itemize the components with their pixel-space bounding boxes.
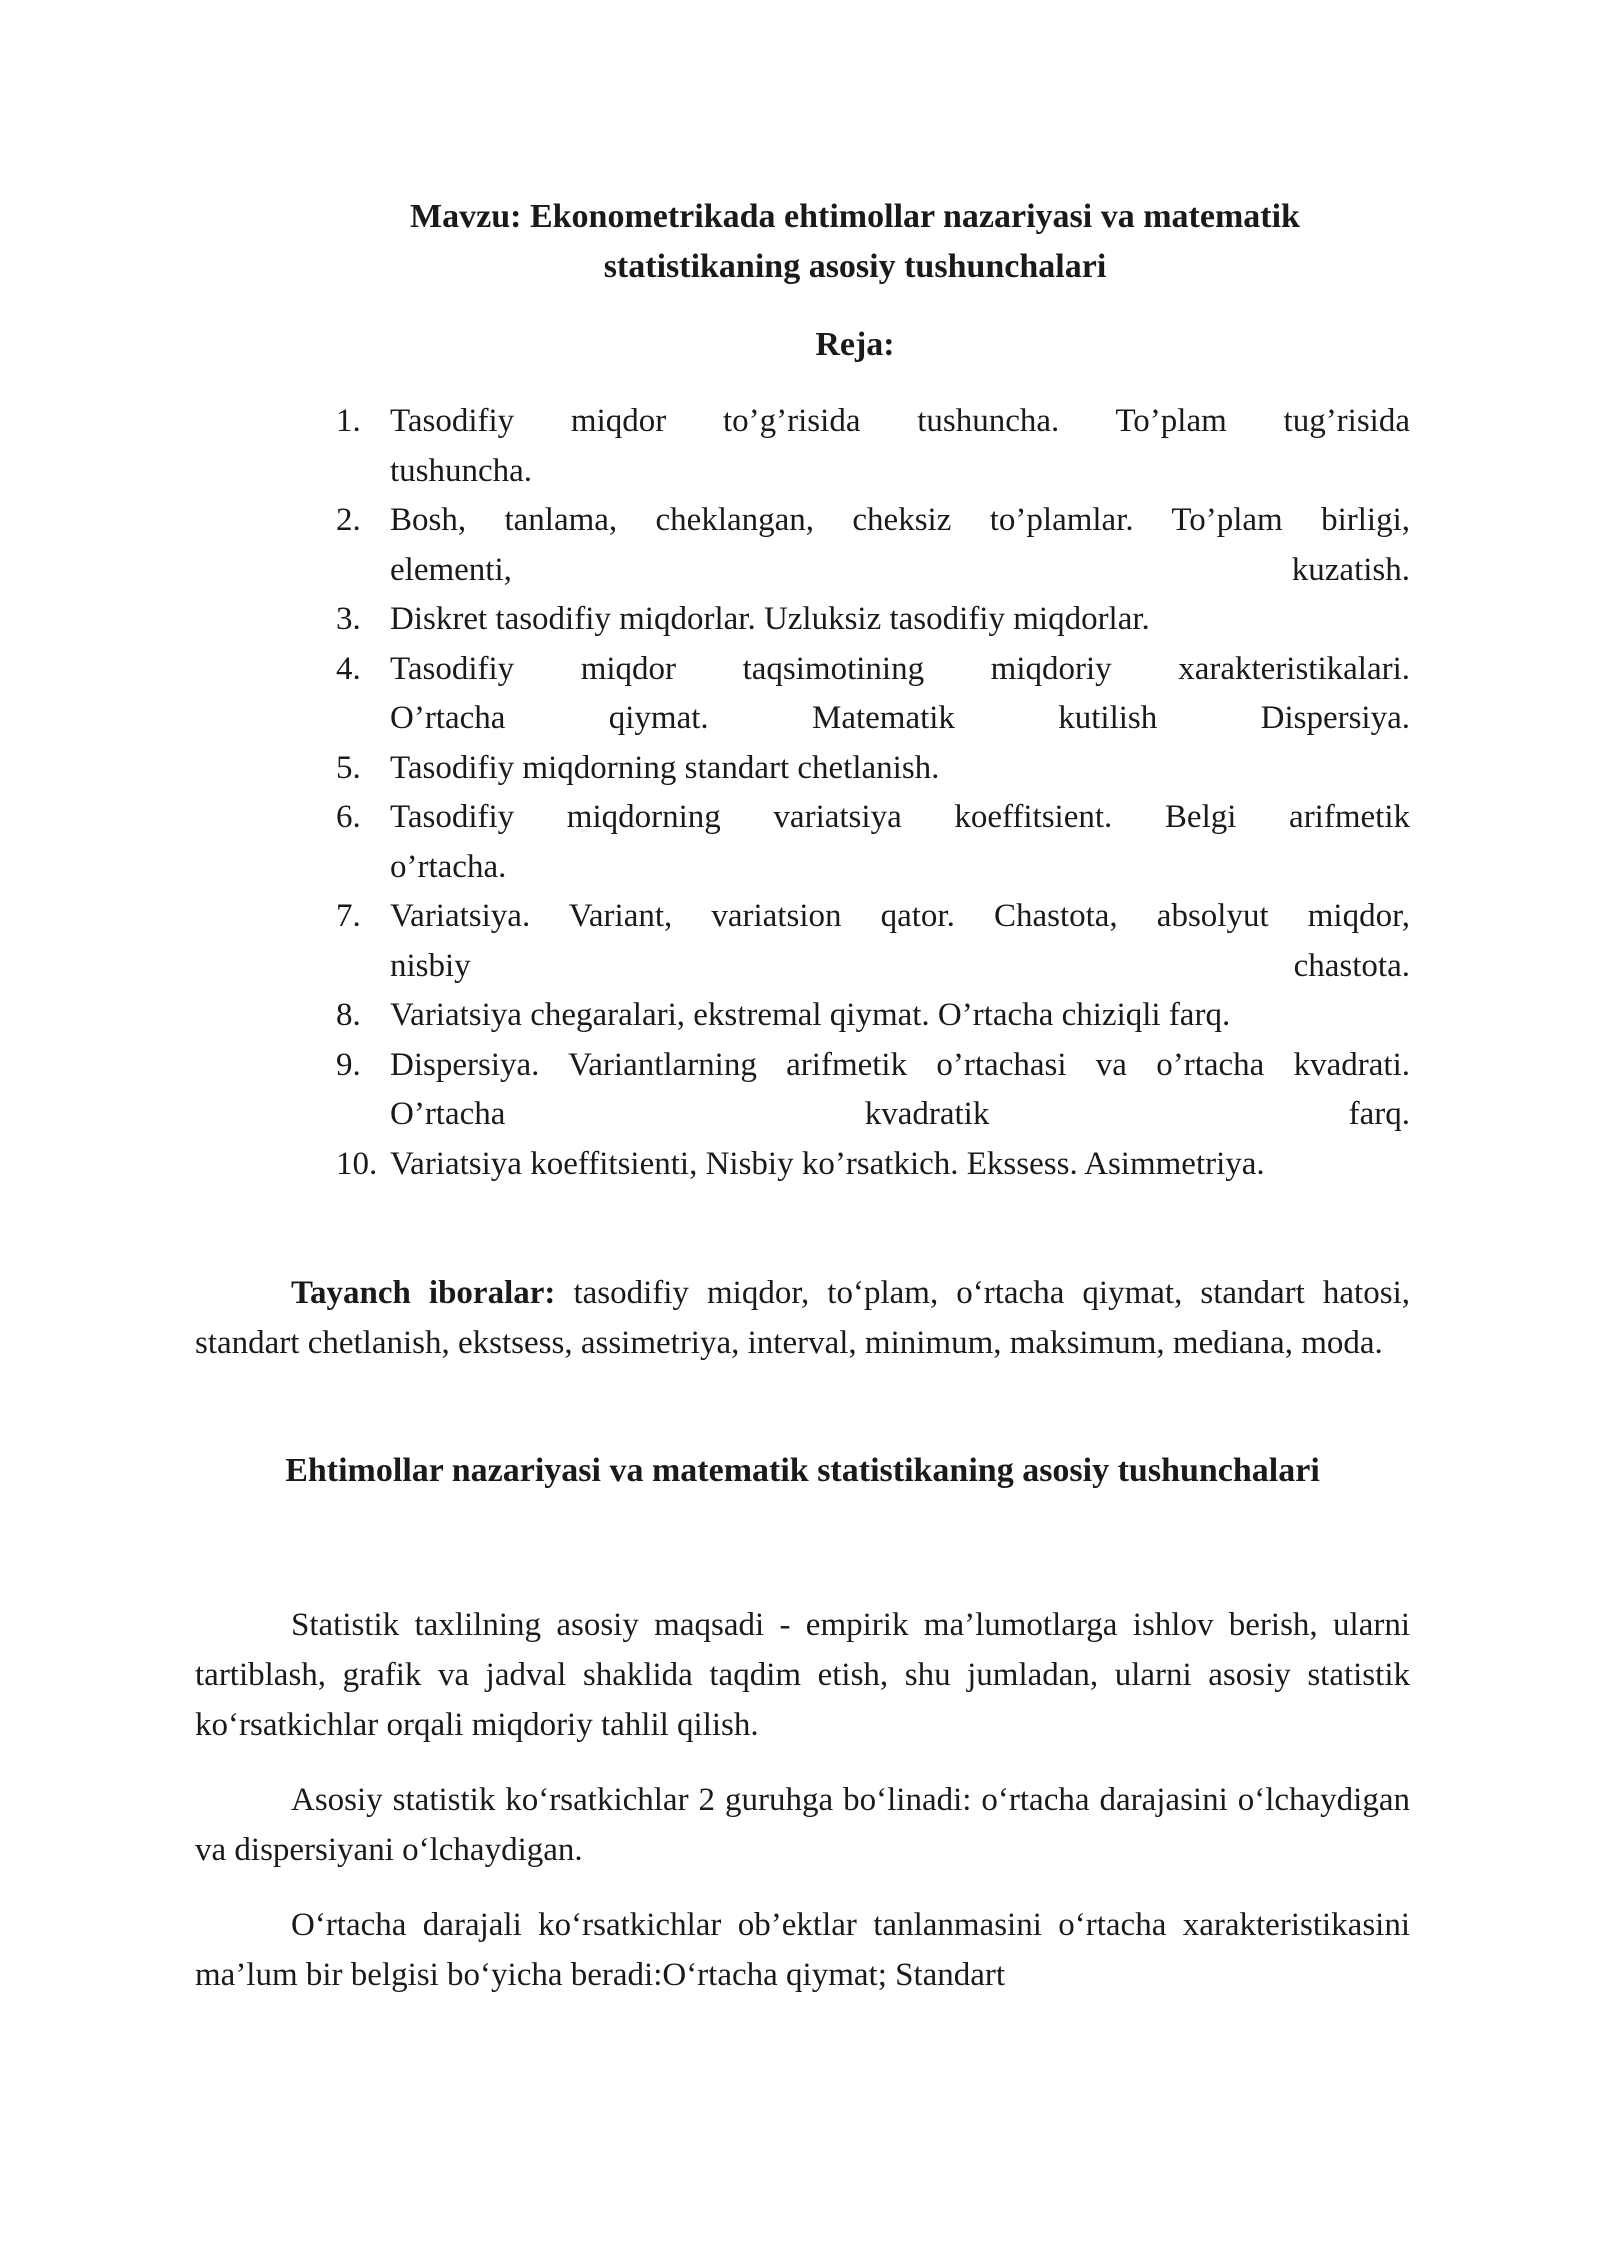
plan-item-text: Variatsiya. Variant, variatsion qator. Chastota, absolyut miqdor, — [390, 898, 1410, 934]
plan-item-text: Diskret tasodifiy miqdorlar. Uzluksiz tasodifiy miqdorlar. — [390, 601, 1150, 637]
keywords-paragraph — [195, 1268, 1410, 1368]
plan-item-text: Dispersiya. Variantlarning arifmetik o’rtachasi va o’rtacha kvadrati. — [390, 1046, 1410, 1083]
plan-item — [336, 595, 1410, 645]
plan-item-number: 3. — [336, 601, 361, 637]
plan-item — [336, 1041, 1410, 1140]
plan-item-number: 4. — [336, 650, 361, 687]
plan-item-number: 9. — [336, 1046, 361, 1083]
plan-item-number: 8. — [336, 997, 361, 1033]
body-paragraph: Asosiy statistik ko‘rsatkichlar 2 guruhga bo‘linadi: o‘rtacha darajasini o‘lchaydigan va dispersiyani o‘lchaydigan. — [195, 1782, 1410, 1868]
plan-item-number: 7. — [336, 898, 361, 934]
plan-item-text: Tasodifiy miqdor taqsimotining miqdoriy xarakteristikalari. — [390, 650, 1410, 687]
plan-item — [336, 1140, 1410, 1190]
plan-item — [336, 645, 1410, 744]
plan-item-text-cont: elementi, kuzatish. — [390, 551, 1410, 588]
plan-item — [336, 744, 1410, 794]
title-line-2: statistikaning asosiy tushunchalari — [603, 248, 1107, 285]
section-heading: Ehtimollar nazariyasi va matematik statistikaning asosiy tushunchalari — [285, 1452, 1320, 1489]
plan-item-text: Variatsiya chegaralari, ekstremal qiymat. O’rtacha chiziqli farq. — [390, 997, 1231, 1033]
plan-list — [336, 397, 1410, 1189]
plan-item-text-cont: O’rtacha kvadratik farq. — [390, 1096, 1410, 1132]
plan-item-number: 6. — [336, 799, 361, 835]
plan-item-number: 5. — [336, 749, 361, 786]
plan-item-number: 1. — [336, 403, 361, 439]
keywords-label: Tayanch iboralar: — [291, 1275, 556, 1311]
plan-item — [336, 793, 1410, 892]
plan-heading: Reja: — [815, 326, 895, 363]
plan-item-text: Tasodifiy miqdorning standart chetlanish. — [390, 749, 940, 786]
body-paragraph: O‘rtacha darajali ko‘rsatkichlar ob’ektlar tanlanmasini o‘rtacha xarakteristikasini ma’lum bir belgisi bo‘yicha beradi:O‘rtacha qiymat; Standart — [195, 1907, 1410, 1993]
plan-item — [336, 397, 1410, 496]
plan-item-text: Tasodifiy miqdorning variatsiya koeffitsient. Belgi arifmetik — [390, 799, 1410, 835]
body-paragraph: Statistik taxlilning asosiy maqsadi - empirik ma’lumotlarga ishlov berish, ularni tartiblash, grafik va jadval shaklida taqdim etish, shu jumladan, ularni asosiy statistik ko‘rsatkichlar orqali miqdoriy tahlil qilish. — [195, 1607, 1410, 1743]
plan-item-text: Tasodifiy miqdor to’g’risida tushuncha. To’plam tug’risida — [390, 403, 1410, 439]
document-title — [300, 192, 1410, 292]
plan-item-text-cont: o’rtacha. — [390, 848, 507, 885]
plan-item-number: 2. — [336, 502, 361, 538]
plan-item-text: Variatsiya koeffitsienti, Nisbiy ko’rsatkich. Ekssess. Asimmetriya. — [390, 1145, 1265, 1182]
plan-item — [336, 991, 1410, 1041]
plan-item — [336, 892, 1410, 991]
plan-item-text-cont: O’rtacha qiymat. Matematik kutilish Dispersiya. — [390, 700, 1410, 736]
plan-item — [336, 496, 1410, 595]
plan-item-text: Bosh, tanlama, cheklangan, cheksiz to’plamlar. To’plam birligi, — [390, 502, 1410, 538]
plan-item-number: 10. — [336, 1145, 378, 1182]
plan-item-text-cont: nisbiy chastota. — [390, 947, 1410, 984]
keywords-text: tasodifiy miqdor, to‘plam, o‘rtacha qiymat, standart hatosi, standart chetlanish, ekstsess, assimetriya, interval, minimum, maksimum, mediana, moda. — [195, 1275, 1410, 1361]
plan-item-text-cont: tushuncha. — [390, 452, 533, 489]
title-line-1: Mavzu: Ekonometrikada ehtimollar nazariyasi va matematik — [410, 198, 1300, 235]
